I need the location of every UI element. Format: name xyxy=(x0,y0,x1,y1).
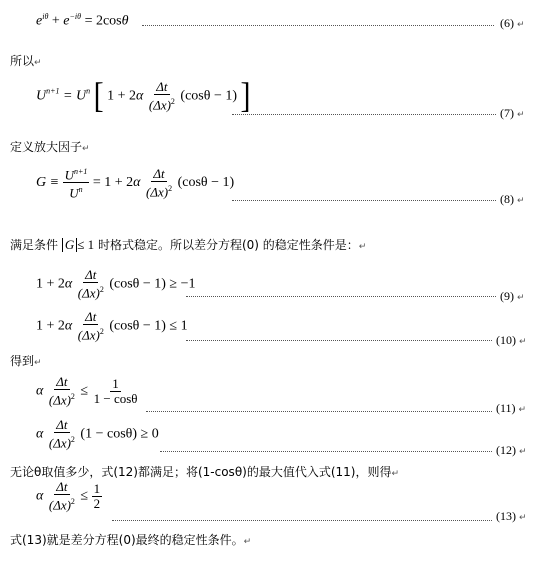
math-term: 1 + 2 xyxy=(36,276,65,292)
leader-dots xyxy=(146,411,492,412)
paragraph-mark: ↵ xyxy=(34,358,42,368)
fraction-denominator: 2 xyxy=(93,495,101,511)
math-term: 1 + 2 xyxy=(36,318,65,334)
math-alpha: α xyxy=(36,383,44,399)
equation-9 xyxy=(36,268,196,300)
paragraph xyxy=(10,463,399,480)
math-operator: ≤ xyxy=(80,383,89,399)
fraction-numerator: Δt xyxy=(56,479,68,494)
math-term: = 1 + 2 xyxy=(92,175,134,191)
paragraph xyxy=(10,352,42,369)
math-alpha: α xyxy=(36,488,44,504)
math-superscript: 2 xyxy=(168,183,173,193)
paragraph-mark: ↵ xyxy=(517,293,525,303)
paragraph-mark: ↵ xyxy=(519,447,527,457)
eq-num-11: (11) xyxy=(496,401,516,415)
math-alpha: α xyxy=(36,426,44,442)
leader-dots xyxy=(142,25,494,26)
eq-num-13: (13) xyxy=(496,509,516,523)
math-alpha: α xyxy=(133,175,141,191)
fraction-denominator: (Δx) xyxy=(48,392,71,408)
equation-number xyxy=(500,16,525,31)
equation-number xyxy=(496,443,527,458)
equation-11 xyxy=(36,375,140,407)
eq-num-6: (6) xyxy=(500,16,514,30)
leader-dots xyxy=(232,200,496,201)
math-theta: θ xyxy=(121,13,129,29)
fraction xyxy=(76,310,106,342)
math-superscript: −iθ xyxy=(69,12,82,21)
paragraph-mark: ↵ xyxy=(517,20,525,30)
paragraph xyxy=(10,531,251,548)
math-operator: + xyxy=(51,13,60,29)
equation-number xyxy=(496,401,526,416)
fraction-numerator: Δt xyxy=(153,165,165,181)
text-label: 所以 xyxy=(10,54,35,68)
text-label: 时格式稳定。所以差分方程(0) 的稳定性条件是： xyxy=(97,238,359,252)
math-var: G xyxy=(62,238,77,252)
math-term: (cosθ − 1) xyxy=(180,88,238,104)
equation-number xyxy=(500,289,525,304)
fraction-denominator: (Δx) xyxy=(146,184,169,199)
equation-8 xyxy=(36,165,234,201)
equation-number xyxy=(500,192,525,207)
paragraph-mark: ↵ xyxy=(519,337,527,347)
leader-dots xyxy=(112,520,492,521)
fraction xyxy=(76,268,106,300)
paragraph-mark: ↵ xyxy=(82,144,90,154)
math-term: (cosθ − 1) xyxy=(177,175,235,191)
fraction-numerator: 1 xyxy=(112,375,119,391)
fraction xyxy=(63,165,90,201)
fraction-denominator: (Δx) xyxy=(77,327,100,343)
math-superscript: n+1 xyxy=(46,86,60,96)
paragraph-mark: ↵ xyxy=(517,196,525,206)
equation-13 xyxy=(36,480,102,512)
math-alpha: α xyxy=(64,276,73,292)
fraction xyxy=(47,418,77,450)
paragraph xyxy=(10,236,366,253)
eq-num-12: (12) xyxy=(496,443,516,457)
math-term: (1 − cosθ) ≥ 0 xyxy=(80,426,159,442)
fraction-denominator: (Δx) xyxy=(148,97,171,113)
eq-num-10: (10) xyxy=(496,333,516,347)
leader-dots xyxy=(186,296,496,297)
fraction-numerator: 1 xyxy=(93,480,101,496)
math-term: 1 + 2 xyxy=(107,88,136,104)
math-rhs: = 2cos xyxy=(84,13,122,29)
fraction-denominator: (Δx) xyxy=(48,435,71,451)
equation-10 xyxy=(36,310,188,342)
paragraph-mark: ↵ xyxy=(519,513,527,523)
math-superscript: n+1 xyxy=(73,167,88,176)
paragraph-mark: ↵ xyxy=(243,537,252,547)
math-superscript: 2 xyxy=(70,392,75,401)
bracket-close: ] xyxy=(240,75,251,116)
paragraph-mark: ↵ xyxy=(517,110,525,120)
fraction-denominator: U xyxy=(69,185,79,201)
math-superscript: 2 xyxy=(99,327,104,336)
fraction-numerator: U xyxy=(64,167,74,183)
paragraph xyxy=(10,138,90,155)
fraction xyxy=(92,377,140,406)
text-label: 式(13)就是差分方程(0)最终的稳定性条件。 xyxy=(10,533,244,547)
bracket-open: [ xyxy=(93,75,104,116)
math-alpha: α xyxy=(64,318,73,334)
fraction-numerator: Δt xyxy=(156,79,168,94)
math-superscript: 2 xyxy=(99,285,104,294)
paragraph-mark: ↵ xyxy=(34,58,42,68)
text-label: 无论θ取值多少，式(12)都满足；将(1-cosθ)的最大值代入式(11)，则得 xyxy=(10,465,392,479)
equation-7 xyxy=(36,75,251,116)
equation-number xyxy=(496,333,527,348)
math-superscript: iθ xyxy=(42,12,49,21)
text-label: 得到 xyxy=(10,354,35,368)
leader-dots xyxy=(186,340,492,341)
condition-math xyxy=(62,237,94,252)
math-term: (cosθ − 1) ≤ 1 xyxy=(109,318,188,334)
fraction xyxy=(47,375,77,407)
paragraph-mark: ↵ xyxy=(391,469,400,479)
leader-dots xyxy=(232,114,496,115)
fraction-denominator: (Δx) xyxy=(48,497,71,513)
paragraph-mark: ↵ xyxy=(518,405,527,415)
eq-num-9: (9) xyxy=(500,289,514,303)
math-alpha: α xyxy=(136,88,144,104)
paragraph xyxy=(10,52,42,69)
equation-number xyxy=(496,509,527,524)
text-label: 定义放大因子 xyxy=(10,140,83,154)
fraction xyxy=(47,480,77,512)
math-superscript: 2 xyxy=(70,435,75,444)
equation-number xyxy=(500,106,525,121)
math-operator: ≤ xyxy=(80,488,89,504)
fraction-denominator: (Δx) xyxy=(77,285,100,301)
math-superscript: 2 xyxy=(70,497,75,506)
fraction-numerator: Δt xyxy=(56,374,68,389)
math-superscript: 2 xyxy=(170,97,175,106)
eq-num-7: (7) xyxy=(500,106,514,120)
math-var: G ≡ xyxy=(36,175,60,191)
fraction xyxy=(144,167,174,199)
fraction-numerator: Δt xyxy=(85,267,97,282)
text-label: 满足条件 xyxy=(10,238,59,252)
math-term: ≤ 1 xyxy=(77,237,95,252)
math-var: = U xyxy=(63,88,87,104)
fraction-denominator: 1 − cosθ xyxy=(93,390,138,406)
equation-12 xyxy=(36,418,159,450)
eq-num-8: (8) xyxy=(500,192,514,206)
fraction-numerator: Δt xyxy=(85,309,97,324)
math-superscript: n xyxy=(78,185,83,195)
fraction-numerator: Δt xyxy=(56,417,68,432)
math-term: (cosθ − 1) ≥ −1 xyxy=(109,276,196,292)
paragraph-mark: ↵ xyxy=(358,242,367,252)
math-e: e xyxy=(36,13,43,29)
fraction xyxy=(147,80,177,112)
equation-6 xyxy=(36,12,129,30)
math-e: e xyxy=(63,13,70,29)
math-superscript: n xyxy=(86,86,91,96)
fraction xyxy=(92,482,103,511)
leader-dots xyxy=(160,451,492,452)
math-var: U xyxy=(36,88,47,104)
